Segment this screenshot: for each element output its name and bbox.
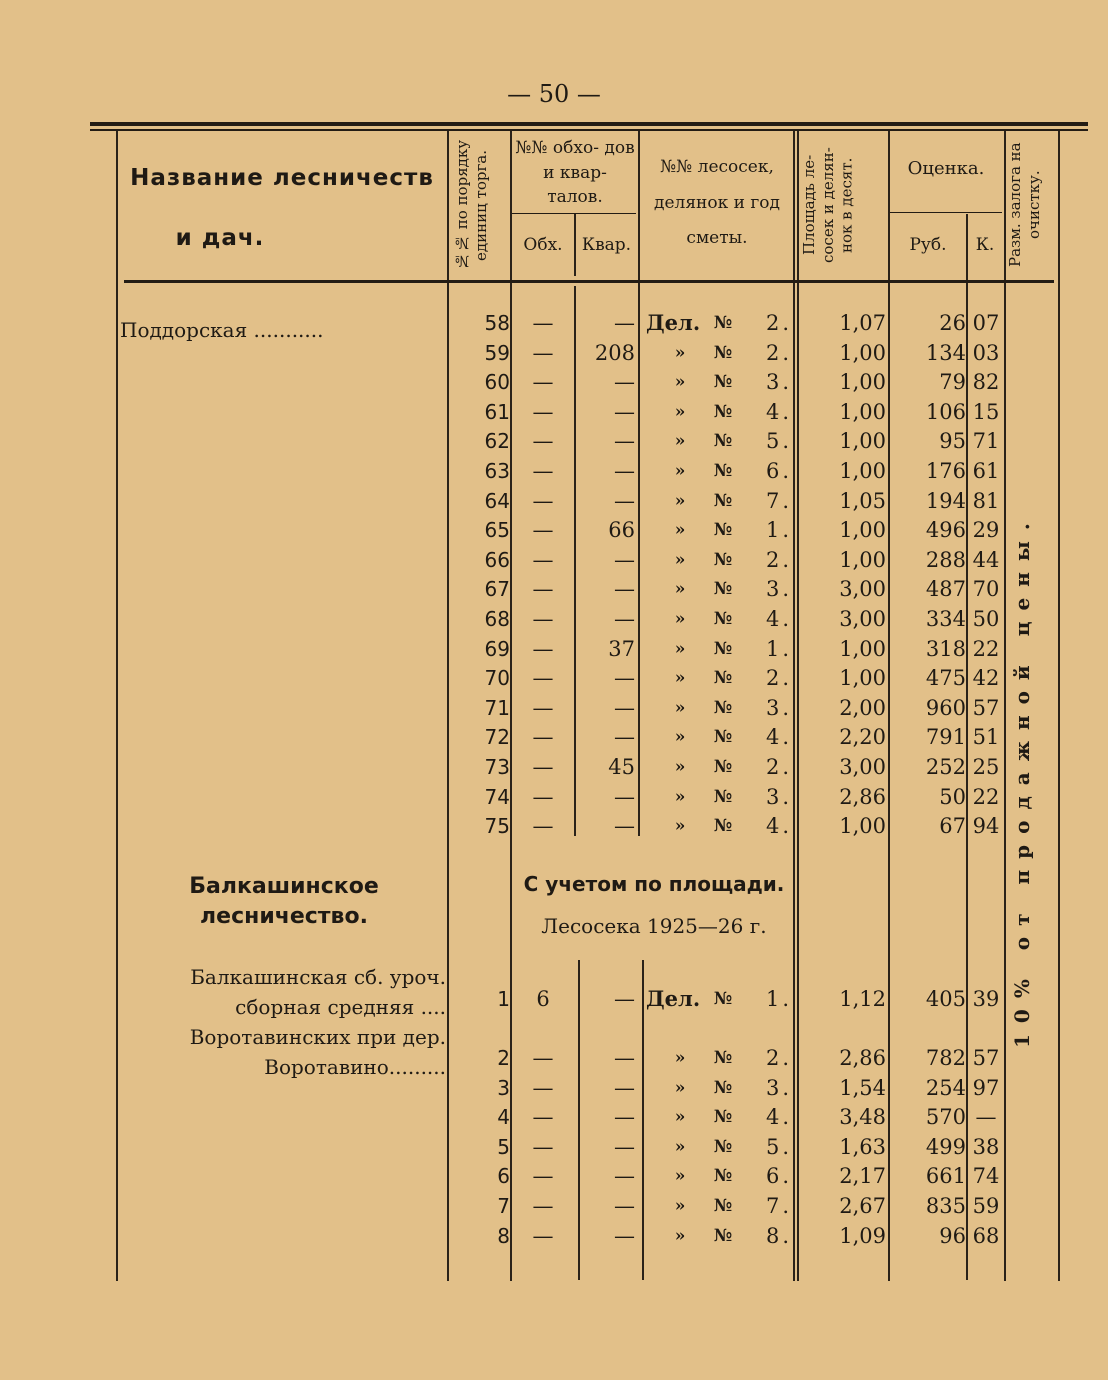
hdr-ocenka: Оценка. — [907, 158, 985, 179]
kvartal-cell: — — [614, 370, 635, 395]
row-number: 74 — [484, 784, 510, 809]
hdr-rub: Руб. — [909, 235, 947, 255]
number-sign: № — [713, 401, 733, 422]
balk-line-3: Воротавинских при дер. — [189, 1025, 446, 1049]
rub-cell: 405 — [925, 987, 966, 1011]
row-number: 75 — [484, 814, 510, 839]
number-sign: № — [713, 757, 733, 777]
delyanka-label: » — [674, 579, 686, 600]
header-bottom-rule — [124, 280, 1054, 283]
area-cell: 1,54 — [839, 1075, 886, 1100]
delyanka-number: 3. — [765, 577, 792, 602]
number-sign: № — [713, 1077, 733, 1098]
hdr-subrule-ocenka — [890, 212, 1002, 213]
rub-cell: 499 — [925, 1134, 966, 1159]
rub-cell: 96 — [939, 1223, 966, 1248]
kvartal-cell: — — [614, 784, 635, 809]
delyanka-label: » — [674, 1136, 686, 1157]
area-cell: 1,00 — [839, 636, 886, 661]
hdr-name-2: и дач. — [175, 225, 265, 251]
delyanka-number: 5. — [765, 429, 792, 454]
kop-cell: 74 — [972, 1164, 1000, 1189]
top-rule-thick — [90, 122, 1088, 126]
row-number: 7 — [497, 1194, 510, 1218]
delyanka-number: 2. — [765, 340, 792, 365]
rub-cell: 106 — [925, 399, 966, 424]
rub-cell: 194 — [925, 488, 966, 513]
kop-cell: 68 — [972, 1223, 1000, 1248]
kop-cell: 94 — [972, 814, 1000, 839]
delyanka-number: 4. — [765, 725, 792, 750]
kvartal-cell: — — [614, 987, 635, 1011]
rub-cell: 318 — [925, 636, 966, 661]
area-cell: 2,86 — [839, 784, 886, 809]
delyanka-label: Дел. — [646, 310, 701, 335]
kvartal-cell: — — [614, 399, 635, 424]
kop-cell: 07 — [972, 311, 1000, 335]
number-sign: № — [713, 490, 733, 511]
delyanka-number: 1. — [765, 987, 792, 1011]
obhod-cell: — — [532, 399, 554, 424]
delyanka-number: 4. — [765, 1105, 792, 1130]
delyanka-label: » — [674, 816, 686, 837]
area-cell: 1,12 — [839, 987, 886, 1011]
delyanka-number: 3. — [765, 695, 792, 720]
obhod-cell: — — [532, 1105, 554, 1130]
kvartal-cell: — — [614, 1164, 635, 1189]
row-number: 3 — [497, 1075, 510, 1100]
balk-line-4: Воротавино......... — [264, 1055, 446, 1079]
row-number: 68 — [484, 607, 510, 631]
obhod-cell: — — [532, 459, 554, 483]
kop-cell: 82 — [972, 370, 1000, 395]
row-number: 61 — [484, 399, 510, 424]
kvartal-cell: — — [614, 1223, 635, 1248]
area-cell: 1,00 — [839, 518, 886, 543]
obhod-cell: — — [532, 1164, 554, 1189]
rub-cell: 570 — [925, 1105, 966, 1130]
hdr-area: Площадь ле- сосек и делян- нок в десят. — [800, 147, 856, 263]
obhod-cell: — — [532, 547, 554, 572]
area-cell: 1,07 — [839, 311, 886, 335]
number-sign: № — [713, 431, 733, 452]
number-sign: № — [713, 1196, 733, 1216]
row-number: 4 — [497, 1105, 510, 1130]
delyanka-label: » — [674, 1196, 686, 1216]
row-number: 69 — [484, 636, 510, 661]
kop-cell: 57 — [972, 1046, 1000, 1070]
rub-cell: 661 — [925, 1164, 966, 1189]
delyanka-label: » — [674, 757, 686, 777]
area-cell: 3,00 — [839, 755, 886, 779]
number-sign: № — [713, 697, 733, 718]
number-sign: № — [713, 549, 733, 570]
delyanka-label: » — [674, 668, 686, 689]
row-number: 58 — [484, 311, 510, 335]
rub-cell: 960 — [925, 695, 966, 720]
row-number: 1 — [497, 987, 510, 1011]
rub-cell: 475 — [925, 666, 966, 691]
kvartal-cell: — — [614, 311, 635, 335]
delyanka-label: » — [674, 401, 686, 422]
rub-cell: 496 — [925, 518, 966, 543]
delyanka-label: » — [674, 727, 686, 748]
page-number: — 50 — — [507, 80, 601, 108]
delyanka-label: » — [674, 549, 686, 570]
obhod-cell: — — [532, 1194, 554, 1218]
delyanka-label: » — [674, 1077, 686, 1098]
kop-cell: — — [975, 1105, 997, 1130]
obhod-cell: — — [532, 636, 554, 661]
row-number: 66 — [484, 547, 510, 572]
delyanka-number: 2. — [765, 311, 792, 335]
rub-cell: 835 — [925, 1194, 966, 1218]
delyanka-number: 8. — [765, 1223, 792, 1248]
area-cell: 3,48 — [839, 1105, 886, 1130]
kop-cell: 71 — [972, 429, 1000, 454]
kop-cell: 25 — [972, 755, 1000, 779]
delyanka-number: 2. — [765, 1046, 792, 1070]
kvartal-cell: — — [614, 1075, 635, 1100]
area-cell: 1,05 — [839, 488, 886, 513]
kvartal-cell: — — [614, 1105, 635, 1130]
kvartal-cell: — — [614, 459, 635, 483]
delyanka-number: 2. — [765, 547, 792, 572]
obhod-cell: — — [532, 488, 554, 513]
kvartal-cell: — — [614, 666, 635, 691]
delyanka-number: 4. — [765, 399, 792, 424]
obhod-cell: — — [532, 370, 554, 395]
hdr-kop: К. — [975, 235, 995, 255]
hdr-zalog: Разм. залога на очистку. — [1006, 142, 1043, 268]
area-cell: 2,17 — [839, 1164, 886, 1189]
kop-cell: 15 — [972, 399, 1000, 424]
section-title-balk: Балкашинское — [189, 874, 379, 899]
obhod-cell: — — [532, 311, 554, 335]
kop-cell: 57 — [972, 695, 1000, 720]
delyanka-number: 3. — [765, 784, 792, 809]
area-cell: 3,00 — [839, 577, 886, 602]
area-cell: 2,86 — [839, 1046, 886, 1070]
delyanka-number: 3. — [765, 1075, 792, 1100]
area-cell: 1,00 — [839, 547, 886, 572]
delyanka-label: » — [674, 638, 686, 659]
row-number: 70 — [484, 666, 510, 691]
number-sign: № — [713, 342, 733, 363]
kvartal-cell: — — [614, 814, 635, 839]
number-sign: № — [713, 638, 733, 659]
top-rule-thin — [90, 129, 1088, 131]
kop-cell: 59 — [972, 1194, 1000, 1218]
number-sign: № — [713, 520, 733, 541]
row-number: 62 — [484, 429, 510, 454]
delyanka-number: 1. — [765, 636, 792, 661]
section-note-year: Лесосека 1925—26 г. — [541, 914, 767, 938]
delyanka-label: » — [674, 786, 686, 807]
area-cell: 1,00 — [839, 399, 886, 424]
number-sign: № — [713, 1107, 733, 1128]
hdr-obhody: №№ обхо- дов и квар- талов. — [515, 138, 635, 208]
hdr-name: Название лесничеств — [130, 165, 434, 191]
row-number: 72 — [484, 725, 510, 750]
col-line-name — [447, 131, 449, 1281]
delyanka-number: 2. — [765, 755, 792, 779]
number-sign: № — [713, 727, 733, 748]
area-cell: 2,00 — [839, 695, 886, 720]
kop-cell: 03 — [972, 340, 1000, 365]
obhod-cell: — — [532, 607, 554, 631]
number-sign: № — [713, 786, 733, 807]
rub-cell: 79 — [939, 370, 966, 395]
delyanka-label: » — [674, 1048, 686, 1068]
delyanka-label: » — [674, 431, 686, 452]
obhod-cell: — — [532, 666, 554, 691]
delyanka-number: 7. — [765, 488, 792, 513]
delyanka-label: » — [674, 372, 686, 393]
delyanka-label: » — [674, 1225, 686, 1246]
obhod-cell: — — [532, 695, 554, 720]
rub-cell: 288 — [925, 547, 966, 572]
row-number: 67 — [484, 577, 510, 602]
hdr-kvar: Квар. — [581, 235, 632, 255]
obhod-cell: — — [532, 725, 554, 750]
kop-cell: 22 — [972, 636, 1000, 661]
kop-cell: 81 — [972, 488, 1000, 513]
number-sign: № — [713, 668, 733, 689]
kvartal-cell: — — [614, 547, 635, 572]
row-number: 71 — [484, 695, 510, 720]
kvartal-cell: — — [614, 1046, 635, 1070]
rub-cell: 782 — [925, 1046, 966, 1070]
section-name-podd: Поддорская ........... — [120, 318, 324, 342]
kvartal-cell: — — [614, 1134, 635, 1159]
side-note-zalog: 10% от продажной цены. — [1010, 512, 1034, 1048]
rub-cell: 134 — [925, 340, 966, 365]
obhod-cell: — — [532, 784, 554, 809]
obhod-cell: — — [532, 518, 554, 543]
kvartal-cell: 66 — [608, 518, 635, 543]
kop-cell: 38 — [972, 1134, 1000, 1159]
row-number: 5 — [497, 1134, 510, 1159]
number-sign: № — [713, 313, 733, 333]
delyanka-number: 1. — [765, 518, 792, 543]
delyanka-label: » — [674, 342, 686, 363]
delyanka-label: » — [674, 490, 686, 511]
area-cell: 2,20 — [839, 725, 886, 750]
rub-cell: 95 — [939, 429, 966, 454]
row-number: 73 — [484, 755, 510, 779]
table-right-border — [1058, 131, 1060, 1281]
delyanka-label: » — [674, 461, 686, 481]
section-note-area: С учетом по площади. — [523, 872, 785, 896]
kop-cell: 97 — [972, 1075, 1000, 1100]
delyanka-number: 6. — [765, 1164, 792, 1189]
hdr-lesoseki: №№ лесосек, делянок и год сметы. — [654, 157, 780, 249]
kop-cell: 61 — [972, 459, 1000, 483]
col-line-kvar — [638, 131, 640, 836]
row-number: 64 — [484, 488, 510, 513]
hdr-subrule-obhody — [512, 213, 636, 214]
obhod-cell: — — [532, 340, 554, 365]
row-number: 8 — [497, 1223, 510, 1248]
number-sign: № — [713, 609, 733, 629]
section-title-balk-2: лесничество. — [200, 904, 368, 929]
rub-cell: 67 — [939, 814, 966, 839]
delyanka-label: » — [674, 697, 686, 718]
number-sign: № — [713, 989, 733, 1009]
kvartal-cell: 208 — [594, 340, 635, 365]
area-cell: 1,63 — [839, 1134, 886, 1159]
row-number: 2 — [497, 1046, 510, 1070]
col-line-kvar-2 — [642, 960, 644, 1280]
area-cell: 1,00 — [839, 814, 886, 839]
kop-cell: 51 — [972, 725, 1000, 750]
number-sign: № — [713, 1166, 733, 1187]
hdr-order-no: №№ по порядку единиц торга. — [453, 139, 490, 271]
kop-cell: 42 — [972, 666, 1000, 691]
kop-cell: 29 — [972, 518, 1000, 543]
hdr-obh: Обх. — [523, 235, 563, 255]
table-left-border — [116, 131, 118, 1281]
number-sign: № — [713, 579, 733, 600]
col-line-lesoseki-double — [797, 131, 799, 1281]
obhod-cell: — — [532, 1046, 554, 1070]
delyanka-number: 3. — [765, 370, 792, 395]
area-cell: 1,09 — [839, 1223, 886, 1248]
area-cell: 3,00 — [839, 607, 886, 631]
delyanka-label: » — [674, 520, 686, 541]
obhod-cell: — — [532, 1134, 554, 1159]
number-sign: № — [713, 1136, 733, 1157]
obhod-cell: 6 — [536, 987, 550, 1011]
obhod-cell: — — [532, 1075, 554, 1100]
number-sign: № — [713, 372, 733, 393]
rub-cell: 487 — [925, 577, 966, 602]
obhod-cell: — — [532, 814, 554, 839]
kvartal-cell: — — [614, 488, 635, 513]
rub-cell: 334 — [925, 607, 966, 631]
area-cell: 1,00 — [839, 666, 886, 691]
delyanka-label: » — [674, 609, 686, 629]
kvartal-cell: — — [614, 429, 635, 454]
area-cell: 1,00 — [839, 429, 886, 454]
row-number: 63 — [484, 459, 510, 483]
kvartal-cell: — — [614, 1194, 635, 1218]
kop-cell: 39 — [972, 987, 1000, 1011]
number-sign: № — [713, 1225, 733, 1246]
area-cell: 1,00 — [839, 459, 886, 483]
area-cell: 1,00 — [839, 340, 886, 365]
delyanka-number: 5. — [765, 1134, 792, 1159]
delyanka-label: » — [674, 1107, 686, 1128]
col-line-lesoseki — [793, 131, 795, 1281]
obhod-cell: — — [532, 755, 554, 779]
col-line-kop — [1004, 131, 1006, 1281]
obhod-cell: — — [532, 1223, 554, 1248]
kvartal-cell: — — [614, 607, 635, 631]
area-cell: 1,00 — [839, 370, 886, 395]
number-sign: № — [713, 1048, 733, 1068]
kvartal-cell: — — [614, 577, 635, 602]
obhod-cell: — — [532, 429, 554, 454]
row-number: 65 — [484, 518, 510, 543]
kvartal-cell: — — [614, 725, 635, 750]
rub-cell: 254 — [925, 1075, 966, 1100]
delyanka-label: » — [674, 1166, 686, 1187]
delyanka-label: Дел. — [646, 986, 701, 1011]
kvartal-cell: — — [614, 695, 635, 720]
kvartal-cell: 45 — [608, 755, 635, 779]
kop-cell: 44 — [972, 547, 1000, 572]
area-cell: 2,67 — [839, 1194, 886, 1218]
rub-cell: 26 — [939, 311, 966, 335]
obhod-cell: — — [532, 577, 554, 602]
delyanka-number: 2. — [765, 666, 792, 691]
kop-cell: 22 — [972, 784, 1000, 809]
number-sign: № — [713, 816, 733, 837]
row-number: 59 — [484, 340, 510, 365]
rub-cell: 50 — [939, 784, 966, 809]
kop-cell: 50 — [972, 607, 1000, 631]
kop-cell: 70 — [972, 577, 1000, 602]
row-number: 6 — [497, 1164, 510, 1189]
rub-cell: 252 — [925, 755, 966, 779]
delyanka-number: 7. — [765, 1194, 792, 1218]
number-sign: № — [713, 461, 733, 481]
kvartal-cell: 37 — [608, 636, 635, 661]
balk-line-1: Балкашинская сб. уроч. — [190, 965, 446, 989]
delyanka-number: 4. — [765, 607, 792, 631]
rub-cell: 176 — [925, 459, 966, 483]
row-number: 60 — [484, 370, 510, 395]
rub-cell: 791 — [925, 725, 966, 750]
delyanka-number: 4. — [765, 814, 792, 839]
balk-line-2: сборная средняя .... — [235, 995, 446, 1019]
delyanka-number: 6. — [765, 459, 792, 483]
